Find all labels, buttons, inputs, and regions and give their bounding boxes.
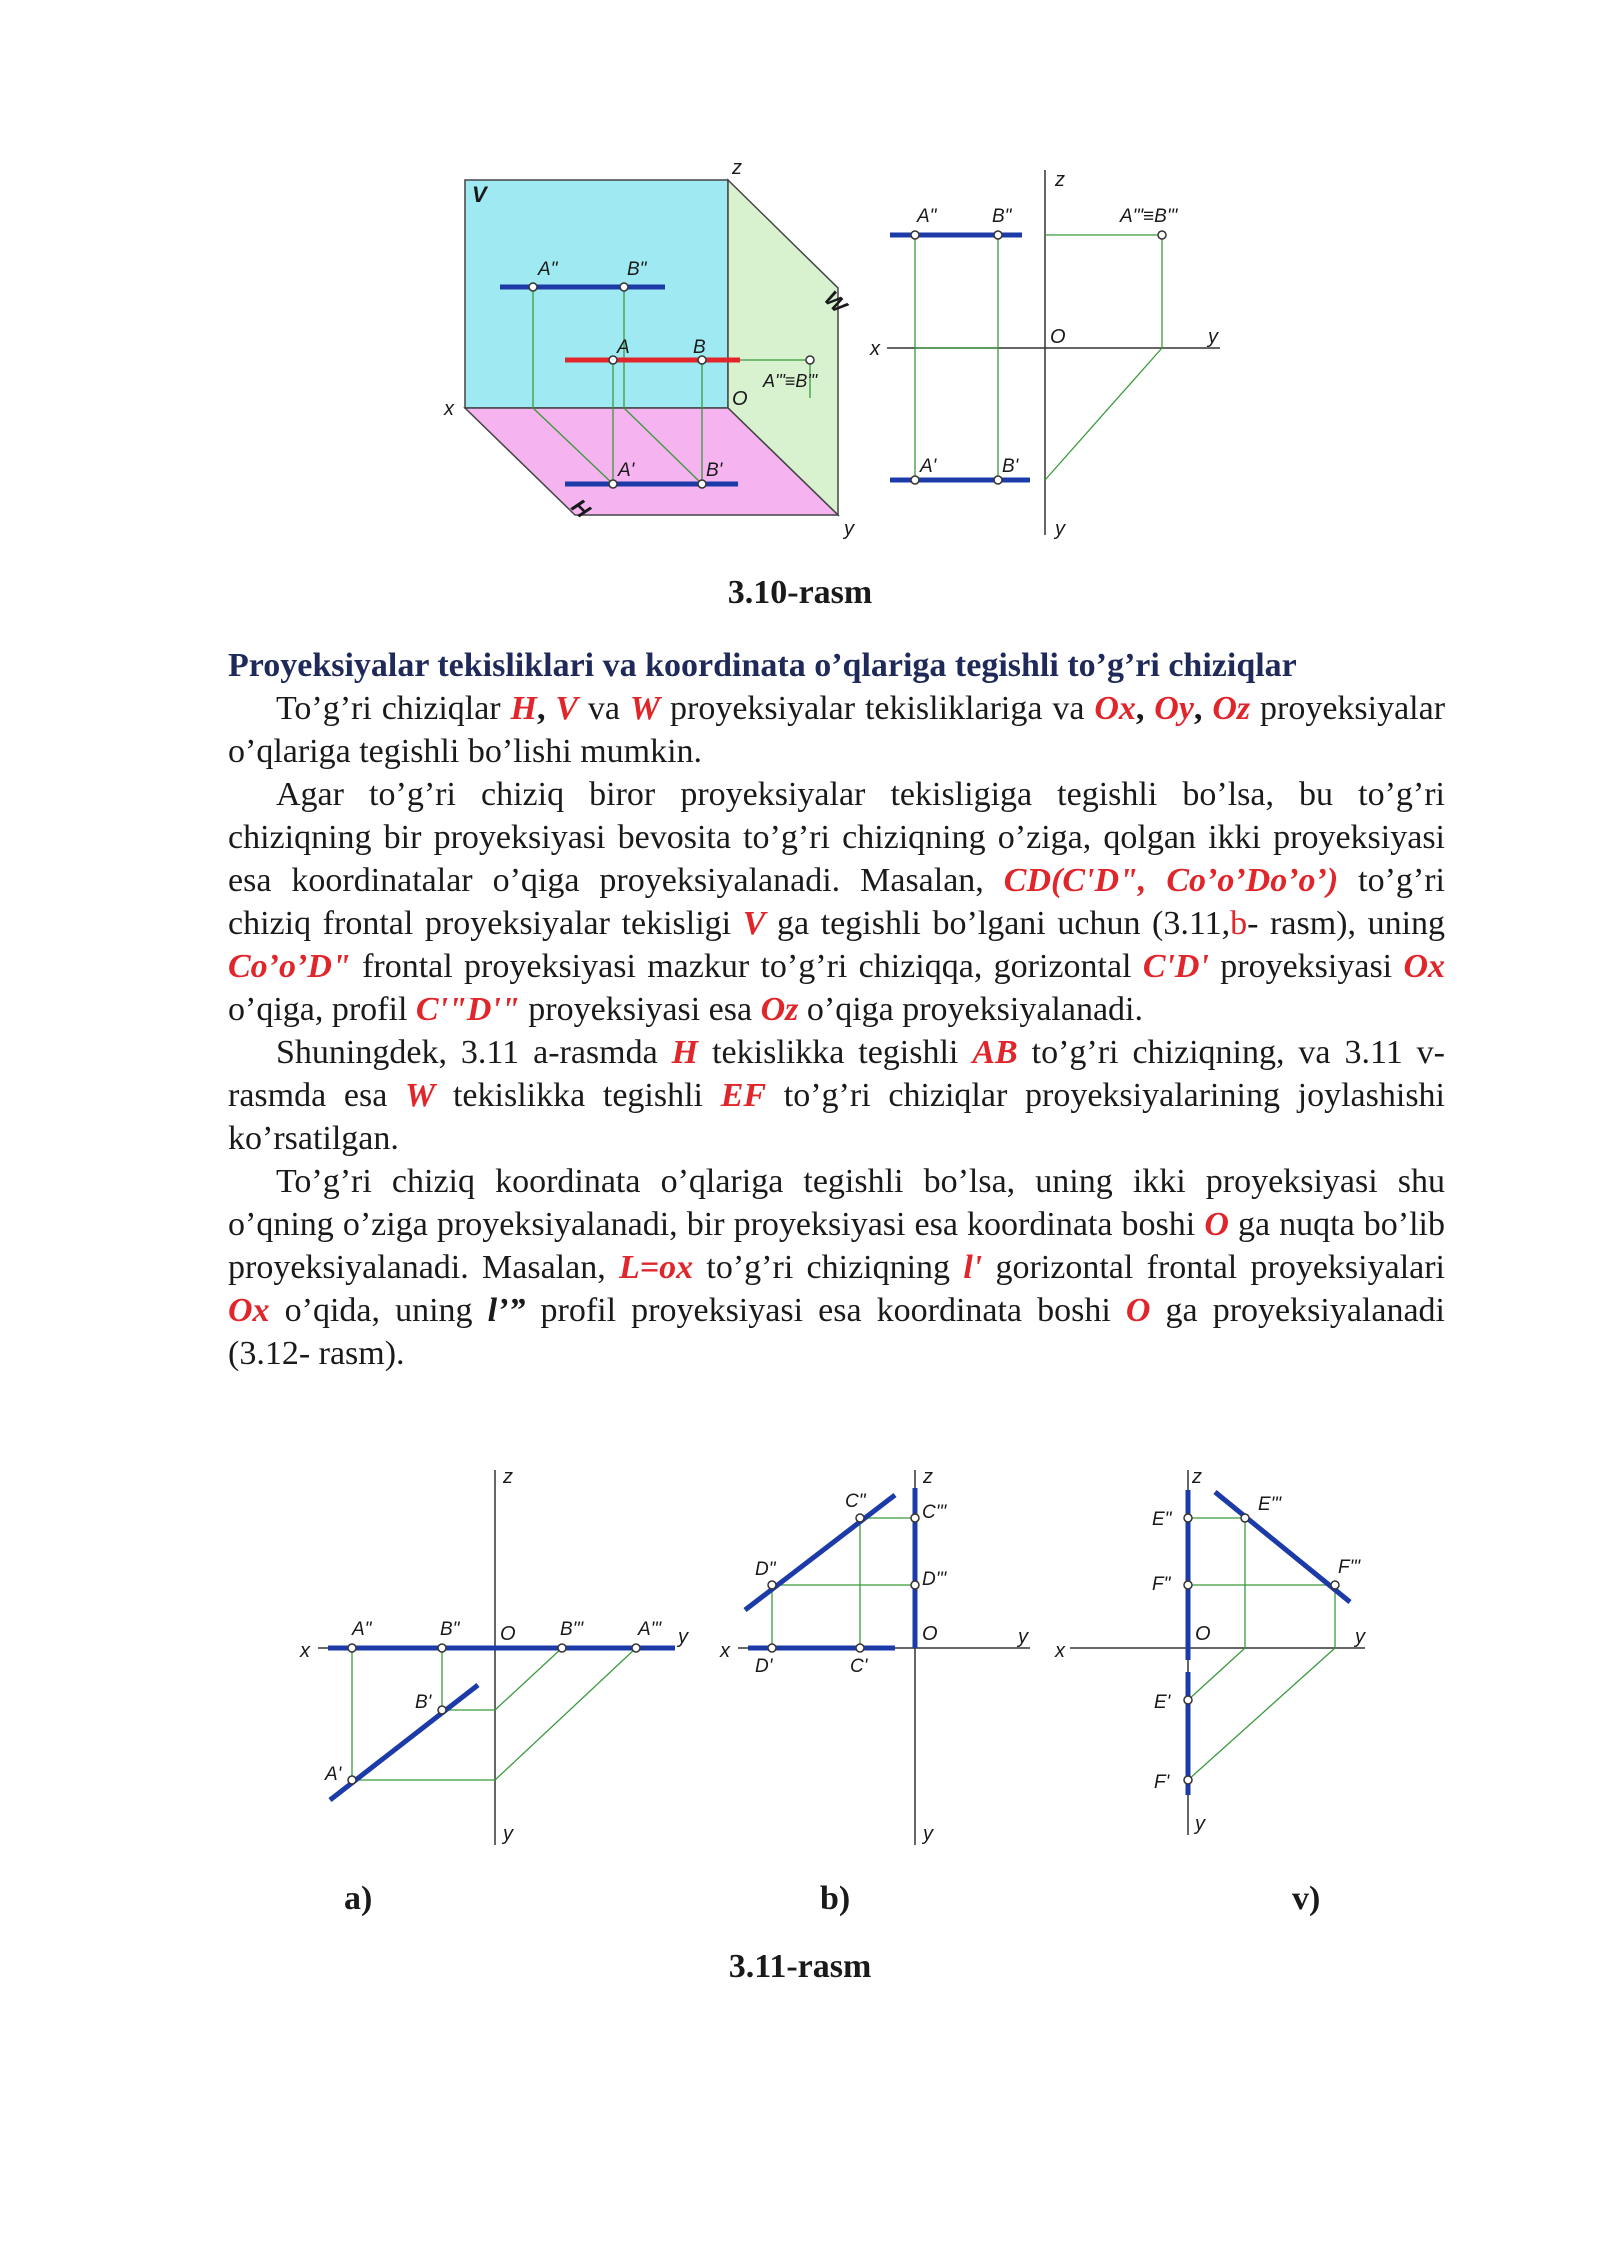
b-o: O: [922, 1623, 938, 1645]
figure-3-11-a: [299, 1466, 689, 1845]
epure-a3b3: A'"≡B'": [1120, 206, 1178, 227]
epure-x: x: [870, 338, 880, 360]
epure-o: O: [1050, 326, 1066, 348]
b-c3: C'": [922, 1502, 947, 1523]
a-a2: A": [352, 1619, 372, 1640]
label-z: z: [732, 157, 742, 179]
b-c2: C": [845, 1491, 866, 1512]
label-v: v): [1292, 1880, 1321, 1917]
a-y: y: [678, 1626, 688, 1648]
b-z: z: [923, 1466, 933, 1488]
label-y: y: [844, 518, 854, 540]
v-e2: E": [1152, 1509, 1172, 1530]
section-heading: Proyeksiyalar tekisliklari va koordinata o’qlariga tegishli to’g’ri chiziqlar: [228, 647, 1297, 684]
epure-b2: B": [992, 206, 1012, 227]
epure-b1: B': [1002, 456, 1019, 477]
label-b2: B": [627, 259, 647, 280]
plane-v: [465, 180, 728, 408]
a-b2: B": [440, 1619, 460, 1640]
figure-3-11: [290, 1450, 1390, 1855]
v-z: z: [1192, 1466, 1202, 1488]
b-x: x: [720, 1640, 730, 1662]
figure-3-11-svg: [290, 1450, 1390, 1850]
v-x: x: [1055, 1640, 1065, 1662]
v-f2: F": [1152, 1574, 1171, 1595]
a-a1: A': [325, 1764, 342, 1785]
label-o: O: [732, 388, 748, 410]
paragraph-4: To’g’ri chiziq koordinata o’qlariga tegishli bo’lsa, uning ikki proyeksiyasi shu o’qning o’ziga proyeksiyalanadi, bir proyeksiyasi esa koordinata boshi O ga nuqta bo’lib proyeksiyalanadi. Masalan, L=ox to’g’ri chiziqning l' gorizontal frontal proyeksiyalari Ox o’qida, uning l’” profil proyeksiyasi esa koordinata boshi O ga proyeksiyalanadi (3.12- rasm).: [228, 1163, 1446, 1372]
label-h: H: [566, 493, 596, 523]
label-v: V: [472, 182, 487, 207]
label-a: A: [617, 337, 630, 358]
epure-y: y: [1208, 326, 1218, 348]
spatial-model: [443, 157, 855, 540]
figure-3-11-v: [1054, 1466, 1366, 1835]
v-o: O: [1195, 1623, 1211, 1645]
label-a1: A': [618, 460, 635, 481]
figure-3-10: [430, 150, 1230, 555]
figure-3-11-b: [719, 1466, 1030, 1845]
label-w: W: [819, 285, 852, 319]
a-a3: A'": [638, 1619, 662, 1640]
label-x: x: [444, 398, 454, 420]
a-y-bottom: y: [503, 1823, 513, 1845]
v-e1: E': [1154, 1692, 1171, 1713]
b-d1: D': [755, 1656, 773, 1677]
label-a2: A": [538, 259, 558, 280]
label-b: B: [693, 337, 706, 358]
label-a3b3: A'"≡B'": [763, 371, 818, 391]
section-body: [228, 644, 1445, 1375]
label-b: b): [820, 1880, 851, 1917]
label-b1: B': [706, 460, 723, 481]
a-b3: B'": [560, 1619, 584, 1640]
caption-3-11: 3.11-rasm: [728, 1948, 872, 1985]
a-b1: B': [415, 1692, 432, 1713]
b-y-bottom: y: [923, 1823, 933, 1845]
epure: [869, 169, 1220, 540]
b-d3: D'": [922, 1569, 947, 1590]
a-o: O: [500, 1623, 516, 1645]
v-y-bottom: y: [1195, 1813, 1205, 1835]
b-d2: D": [755, 1559, 776, 1580]
v-f3: F'": [1338, 1557, 1360, 1578]
paragraph-2: Agar to’g’ri chiziq biror proyeksiyalar tekisligiga tegishli bo’lsa, bu to’g’ri chiziqning bir proyeksiyasi bevosita to’g’ri chiziqning o’ziga, qolgan ikki proyeksiyasi esa koordinatalar o’qiga proyeksiyalanadi. Masalan, CD(C'D", Co’o’Do’o’) to’g’ri chiziq frontal proyeksiyalar tekisligi V ga tegishli bo’lgani uchun (3.11,b- rasm), uning Co’o’D" frontal proyeksiyasi mazkur to’g’ri chiziqqa, gorizontal C'D' proyeksiyasi Ox o’qiga, profil C'"D'" proyeksiyasi esa Oz o’qiga proyeksiyalanadi.: [228, 776, 1446, 1028]
paragraph-3: Shuningdek, 3.11 a-rasmda H tekislikka tegishli AB to’g’ri chiziqning, va 3.11 v-rasmda esa W tekislikka tegishli EF to’g’ri chiziqlar proyeksiyalarining joylashishi ko’rsatilgan.: [228, 1034, 1446, 1157]
b-y: y: [1018, 1626, 1028, 1648]
v-y: y: [1355, 1626, 1365, 1648]
epure-a1: A': [920, 456, 937, 477]
epure-z: z: [1055, 169, 1065, 191]
label-a: a): [344, 1880, 373, 1917]
epure-y-bottom: y: [1055, 518, 1065, 540]
a-x: x: [300, 1640, 310, 1662]
figure-3-10-svg: [430, 150, 1230, 550]
b-c1: C': [850, 1656, 868, 1677]
v-e3: E'": [1258, 1494, 1282, 1515]
caption-3-10: 3.10-rasm: [727, 574, 873, 611]
epure-a2: A": [917, 206, 937, 227]
paragraph-1: To’g’ri chiziqlar H, V va W proyeksiyalar tekisliklariga va Ox, Oy, Oz proyeksiyalar o’qlariga tegishli bo’lishi mumkin.: [228, 690, 1446, 770]
v-f1: F': [1154, 1772, 1170, 1793]
a-z: z: [503, 1466, 513, 1488]
